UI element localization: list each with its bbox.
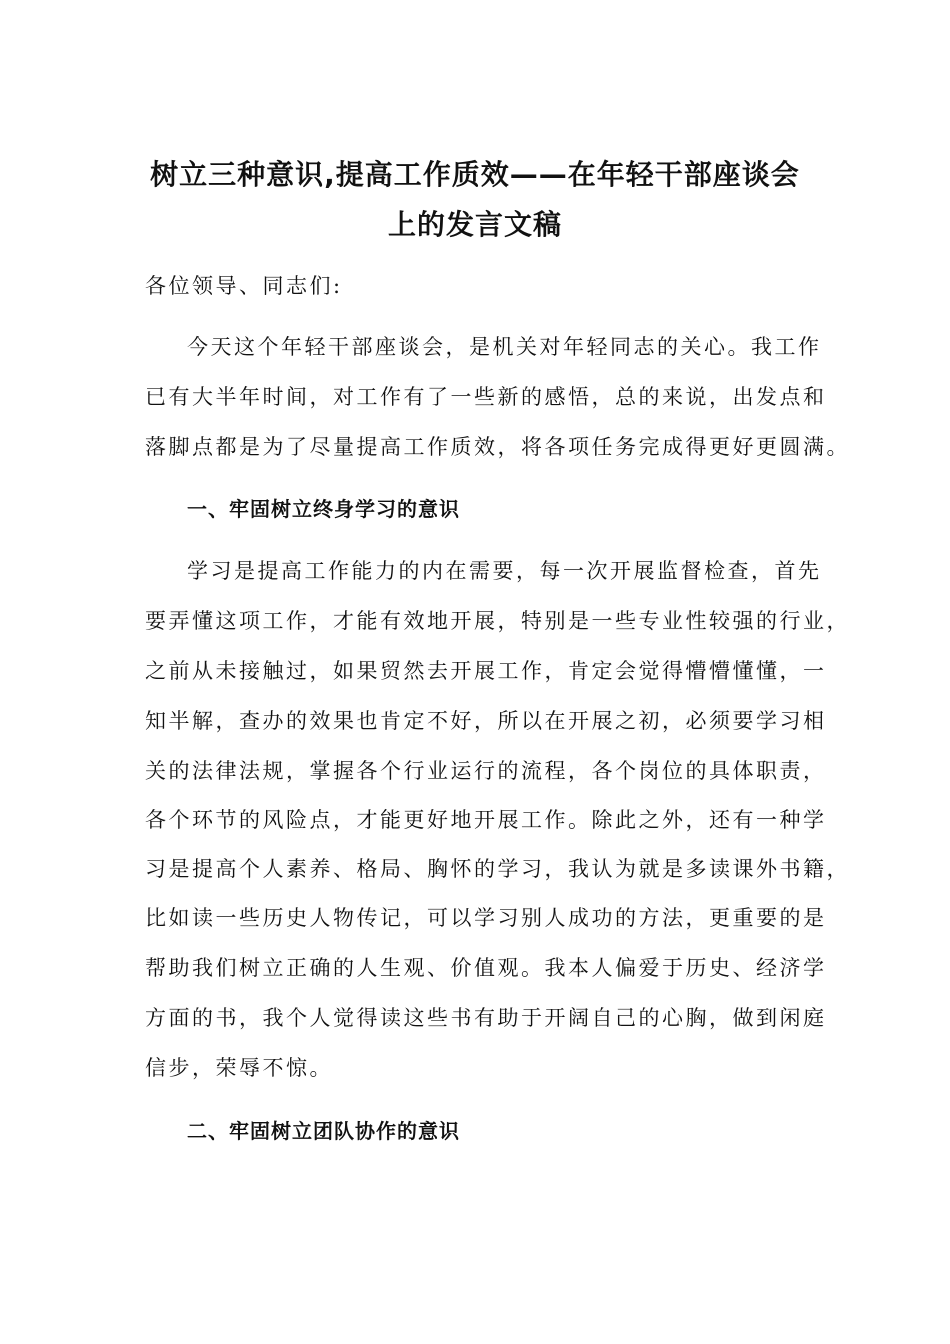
section-1-line: 习是提高个人素养、格局、胸怀的学习，我认为就是多读课外书籍， (145, 857, 850, 881)
salutation: 各位领导、同志们: (145, 274, 343, 298)
intro-line: 落脚点都是为了尽量提高工作质效，将各项任务完成得更好更圆满。 (145, 435, 850, 459)
section-1-line: 之前从未接触过，如果贸然去开展工作，肯定会觉得懵懵懂懂，一 (145, 659, 827, 683)
document-title-line-1: 树立三种意识,提高工作质效——在年轻干部座谈会 (150, 158, 800, 191)
section-1-line: 信步，荣辱不惊。 (145, 1056, 333, 1080)
section-1-line: 各个环节的风险点，才能更好地开展工作。除此之外，还有一种学 (145, 808, 827, 832)
document-title-line-2: 上的发言文稿 (387, 208, 562, 241)
intro-line: 今天这个年轻干部座谈会，是机关对年轻同志的关心。我工作 (187, 335, 822, 359)
section-1-line: 要弄懂这项工作，才能有效地开展，特别是一些专业性较强的行业， (145, 609, 850, 633)
section-1-line: 知半解，查办的效果也肯定不好，所以在开展之初，必须要学习相 (145, 709, 827, 733)
intro-line: 已有大半年时间，对工作有了一些新的感悟，总的来说，出发点和 (145, 385, 827, 409)
section-1-line: 方面的书，我个人觉得读这些书有助于开阔自己的心胸，做到闲庭 (145, 1006, 827, 1030)
section-1-line: 比如读一些历史人物传记，可以学习别人成功的方法，更重要的是 (145, 906, 827, 930)
section-1-line: 学习是提高工作能力的内在需要，每一次开展监督检查，首先 (187, 559, 822, 583)
section-1-line: 帮助我们树立正确的人生观、价值观。我本人偏爱于历史、经济学 (145, 956, 827, 980)
section-1-heading: 一、牢固树立终身学习的意识 (187, 497, 460, 521)
section-2-heading: 二、牢固树立团队协作的意识 (187, 1119, 460, 1143)
section-1-line: 关的法律法规，掌握各个行业运行的流程，各个岗位的具体职责， (145, 759, 827, 783)
